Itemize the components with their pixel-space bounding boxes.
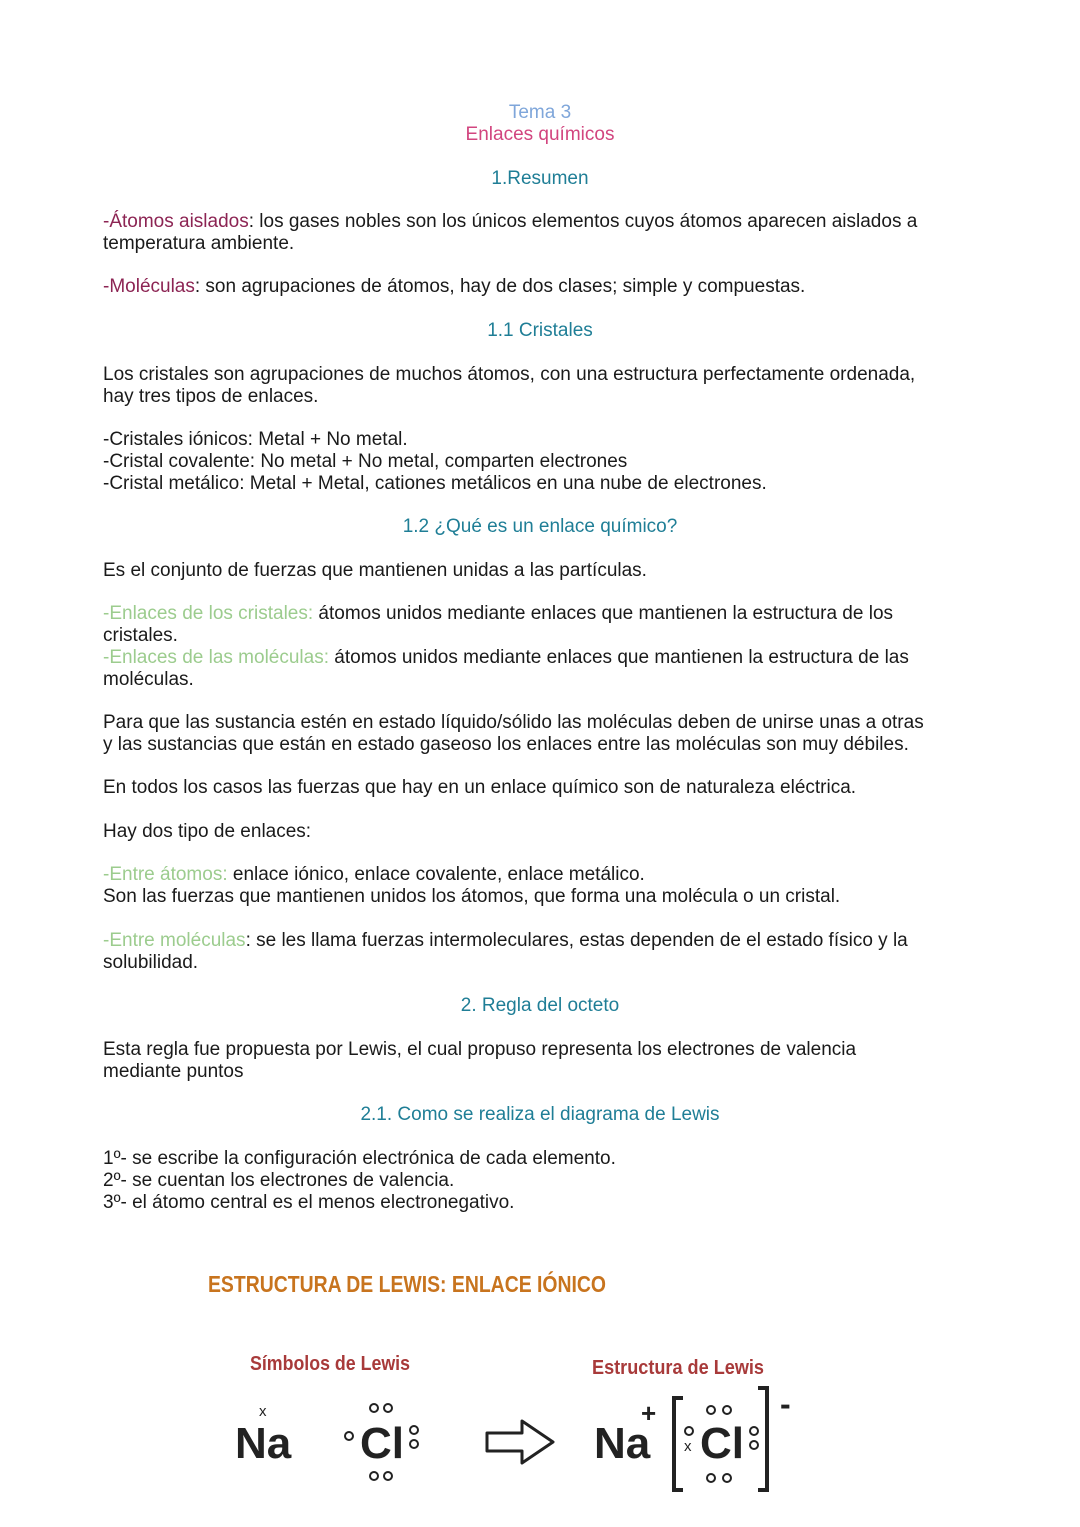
lewis-structure-label: Estructura de Lewis	[592, 1357, 764, 1379]
atoms-isolated-text: : los gases nobles son los únicos elementos cuyos átomos aparecen aislados a	[248, 211, 918, 232]
molecule-bonds-cont: moléculas.	[103, 669, 194, 690]
crystal-type-item: -Cristal metálico: Metal + Metal, cationes metálicos en una nube de electrones.	[103, 473, 767, 494]
electron-dot-icon	[370, 1404, 378, 1412]
electron-dot-icon	[384, 1404, 392, 1412]
electron-dot-icon	[723, 1406, 731, 1414]
section-1-heading: 1.Resumen	[491, 168, 589, 189]
molecules-paragraph	[103, 276, 983, 298]
electron-dot-icon	[410, 1440, 418, 1448]
between-molecules-paragraph	[103, 930, 983, 952]
molecule-bonds-text: átomos unidos mediante enlaces que mantienen la estructura de las	[329, 647, 909, 668]
electron-dot-icon	[410, 1426, 418, 1434]
molecules-text: : son agrupaciones de átomos, hay de dos clases; simple y compuestas.	[194, 276, 806, 297]
electron-dot-icon	[707, 1474, 715, 1482]
between-molecules-text: : se les llama fuerzas intermoleculares, estas dependen de el estado físico y la	[245, 930, 908, 951]
lewis-step: 2º- se cuentan los electrones de valencia.	[103, 1170, 455, 1191]
state-line-1: Para que las sustancia estén en estado líquido/sólido las moléculas deben de unirse unas a otras	[103, 712, 924, 733]
lewis-step: 1º- se escribe la configuración electrónica de cada elemento.	[103, 1148, 616, 1169]
crystal-bonds-term: -Enlaces de los cristales:	[103, 603, 314, 624]
left-bracket-icon	[674, 1398, 683, 1490]
electron-dot-icon	[750, 1441, 758, 1449]
cation-charge: +	[641, 1398, 657, 1428]
between-atoms-cont: Son las fuerzas que mantienen unidos los átomos, que forma una molécula o un cristal.	[103, 886, 841, 907]
electron-dot-icon	[345, 1432, 353, 1440]
crystal-bonds-cont: cristales.	[103, 625, 178, 646]
figure-title: ESTRUCTURA DE LEWIS: ENLACE IÓNICO	[208, 1271, 680, 1297]
crystal-type-item: -Cristales iónicos: Metal + No metal.	[103, 429, 408, 450]
molecule-bonds-paragraph	[103, 647, 983, 669]
electron-dot-icon	[750, 1427, 758, 1435]
section-2-heading: 2. Regla del octeto	[460, 995, 620, 1016]
crystals-intro-line-2: hay tres tipos de enlaces.	[103, 386, 319, 407]
bond-types-intro: Hay dos tipo de enlaces:	[103, 821, 312, 842]
electron-dot-icon	[384, 1472, 392, 1480]
between-molecules-cont: solubilidad.	[103, 952, 199, 973]
na-valence-electron: x	[259, 1403, 267, 1420]
crystal-bonds-paragraph	[103, 603, 983, 625]
crystals-intro-line-1: Los cristales son agrupaciones de muchos átomos, con una estructura perfectamente ordenada,	[103, 364, 916, 385]
atoms-isolated-paragraph	[103, 211, 983, 233]
lewis-symbols-label: Símbolos de Lewis	[250, 1353, 410, 1375]
na-symbol: Na	[235, 1419, 292, 1468]
section-2-1-heading: 2.1. Como se realiza el diagrama de Lewis	[360, 1104, 720, 1125]
atoms-isolated-cont: temperatura ambiente.	[103, 233, 295, 254]
electron-dot-icon	[723, 1474, 731, 1482]
anion-charge: -	[780, 1386, 791, 1422]
molecule-bonds-term: -Enlaces de las moléculas:	[103, 647, 329, 668]
topic-label: Tema 3	[508, 102, 572, 123]
section-1-2-heading: 1.2 ¿Qué es un enlace químico?	[402, 516, 678, 537]
between-atoms-term: -Entre átomos:	[103, 864, 228, 885]
lewis-ionic-bond-figure	[0, 1250, 1080, 1527]
between-atoms-paragraph	[103, 864, 983, 886]
electron-dot-icon	[707, 1406, 715, 1414]
section-1-1-heading: 1.1 Cristales	[487, 320, 593, 341]
transferred-electron: x	[684, 1438, 692, 1455]
page-title: Enlaces químicos	[465, 124, 615, 145]
lewis-step: 3º- el átomo central es el menos electronegativo.	[103, 1192, 515, 1213]
state-line-2: y las sustancias que están en estado gaseoso los enlaces entre las moléculas son muy débiles.	[103, 734, 909, 755]
atoms-isolated-term: -Átomos aislados	[103, 211, 249, 232]
bond-definition: Es el conjunto de fuerzas que mantienen unidas a las partículas.	[103, 560, 647, 581]
crystal-bonds-text: átomos unidos mediante enlaces que mantienen la estructura de los	[313, 603, 894, 624]
molecules-term: -Moléculas	[103, 276, 195, 297]
electron-dot-icon	[685, 1427, 693, 1435]
octet-text-line-2: mediante puntos	[103, 1061, 244, 1082]
between-molecules-term: -Entre moléculas	[103, 930, 246, 951]
electric-nature: En todos los casos las fuerzas que hay en un enlace químico son de naturaleza eléctrica.	[103, 777, 857, 798]
between-atoms-text: enlace iónico, enlace covalente, enlace metálico.	[227, 864, 645, 885]
right-bracket-icon	[758, 1388, 767, 1490]
crystal-type-item: -Cristal covalente: No metal + No metal, comparten electrones	[103, 451, 628, 472]
chloride-symbol: Cl	[700, 1419, 744, 1468]
right-arrow-icon	[487, 1421, 553, 1463]
na-cation-symbol: Na	[594, 1419, 651, 1468]
octet-text-line-1: Esta regla fue propuesta por Lewis, el cual propuso representa los electrones de valencia	[103, 1039, 857, 1060]
electron-dot-icon	[370, 1472, 378, 1480]
cl-symbol: Cl	[360, 1419, 404, 1468]
